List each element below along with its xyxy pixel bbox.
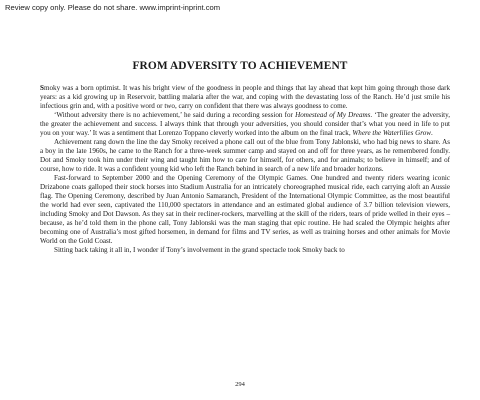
drop-cap: S [40, 84, 44, 92]
page-number: 294 [235, 381, 245, 388]
body-text [40, 84, 450, 255]
track-title: Where the Waterlilies Grow [352, 129, 432, 137]
paragraph-2-text-c: . [431, 129, 433, 137]
album-title: Homestead of My Dreams [295, 111, 371, 119]
chapter-title: FROM ADVERSITY TO ACHIEVEMENT [132, 60, 348, 72]
watermark: Review copy only. Please do not share. www.imprint-inprint.com [5, 3, 221, 12]
paragraph-1-text: moky was a born optimist. It was his bright view of the goodness in people and things that lay ahead that kept him going through those dark years: as a kid growing up in Reservoir, battling malaria after the war, and coping with the devastating loss of the Ranch. He’d just smile his infectious grin and, with a positive word or two, carry on confident that there was always goodness to come. [40, 84, 450, 110]
paragraph-2-text-a: ‘Without adversity there is no achievement,’ he said during a recording session for [54, 111, 296, 119]
paragraph-2-text-b: . ‘The greater the adversity, the greater the achievement and success. I always think that through your adversities, you should consider that’s what you need in life to put you on your way.’ It was a sentiment that Lorenzo Toppano cleverly worked into the album on the final track, [40, 111, 450, 137]
paragraph-4: Fast-forward to September 2000 and the Opening Ceremony of the Olympic Games. One hundred and twenty riders wearing iconic Drizabone coats galloped their stock horses into Stadium Australia for an intricately choreographed musical ride, each carrying aloft an Aussie flag. The Opening Ceremony, described by Juan Antonio Samaranch, President of the International Olympic Committee, as the most beautiful the world had ever seen, captivated the 110,000 spectators in attendance and an estimated global audience of 3.7 billion television viewers, including Smoky and Dot Dawson. As they sat in their recliner-rockers, marvelling at the skill of the riders, tears of pride welled in their eyes – because, as he’d told them in the phone call, Tony Jablonski was the man staging that epic routine. He had scaled the Olympic heights after becoming one of Australia’s most gifted horsemen, in demand for films and TV series, as well as training horses and other animals for Movie World on the Gold Coast. [40, 174, 450, 245]
paragraph-3: Achievement rang down the line the day Smoky received a phone call out of the blue from Tony Jablonski, who had big news to share. As a boy in the late 1960s, he came to the Ranch for a three-week summer camp and stayed on and off for three years, as he remembered fondly. Dot and Smoky took him under their wing and taught him how to care for himself, for others, and for animals; to believe in himself; and of course, how to ride. It was a confident young kid who left the Ranch behind in search of a new life and broader horizons. [40, 138, 450, 173]
paragraph-1 [40, 84, 450, 111]
paragraph-2 [40, 111, 450, 138]
paragraph-5: Sitting back taking it all in, I wonder if Tony’s involvement in the grand spectacle took Smoky back to [54, 246, 345, 254]
